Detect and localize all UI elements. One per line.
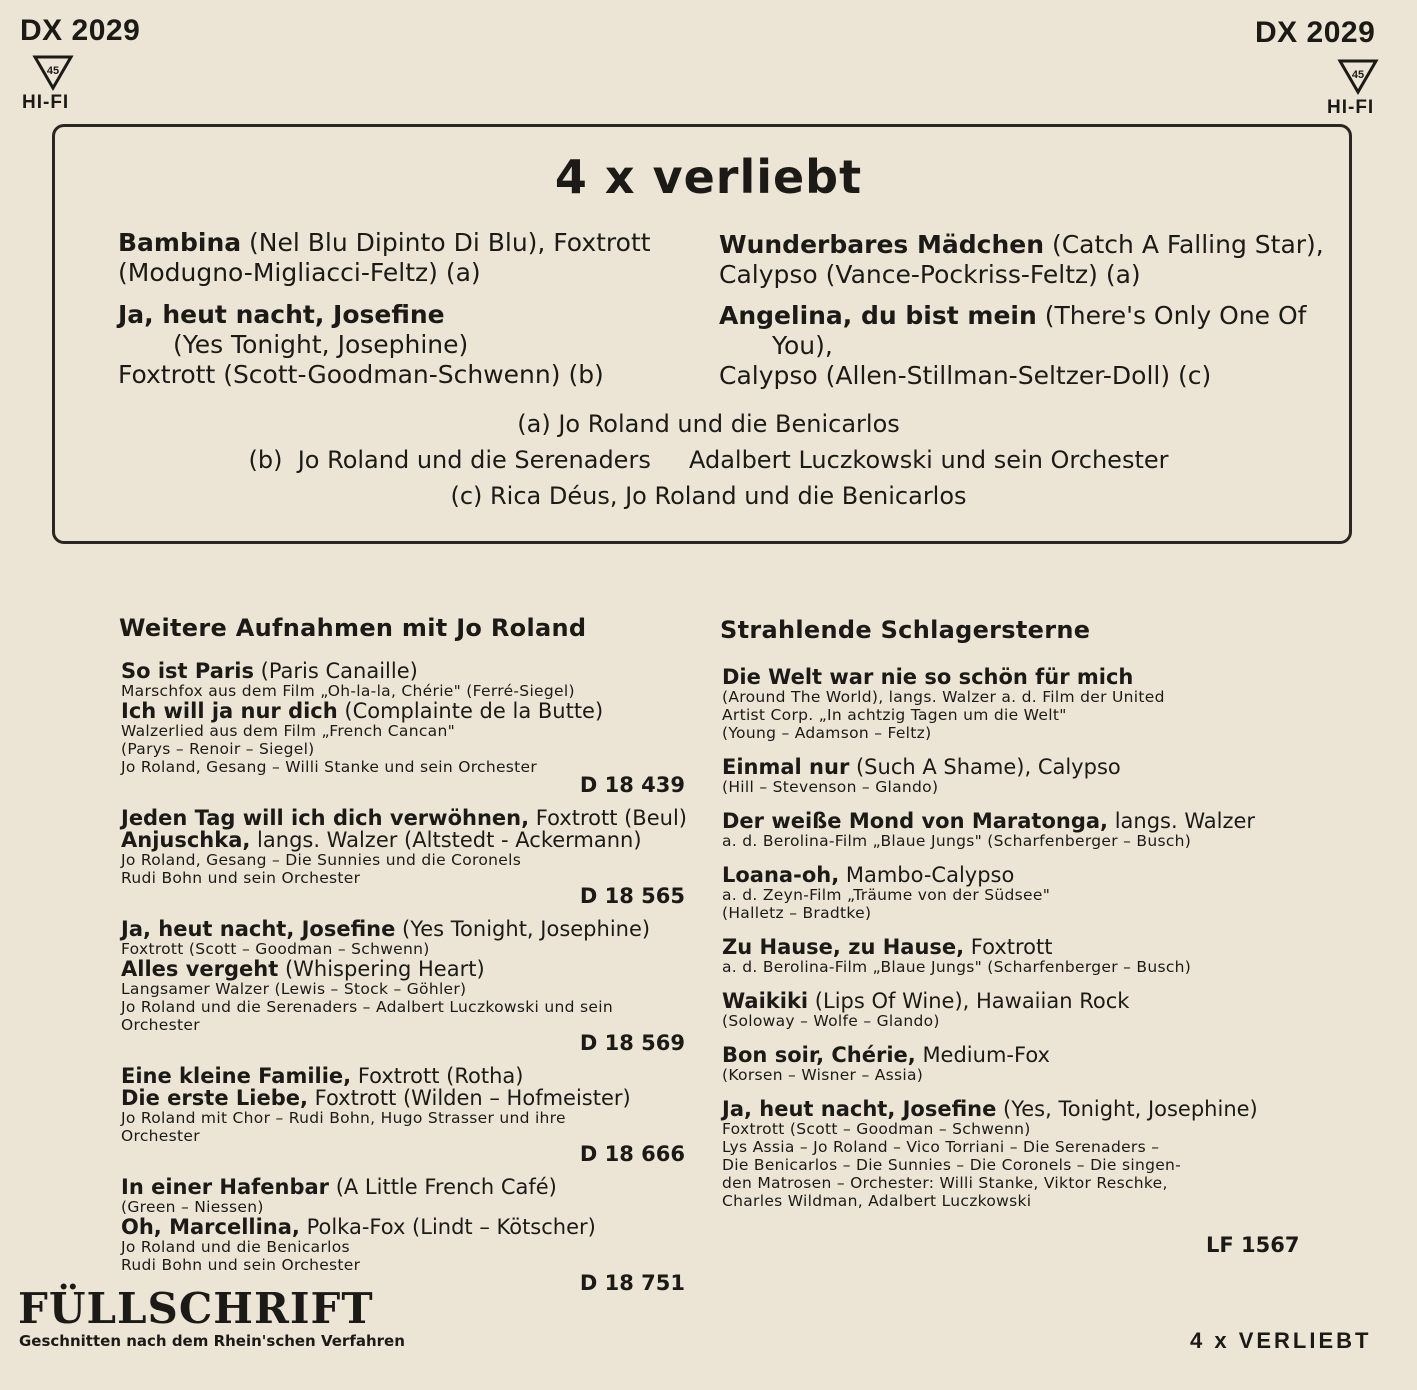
track-title: Ja, heut nacht, Josefine bbox=[722, 1097, 997, 1121]
track-detail: (Korsen – Wisner – Assia) bbox=[722, 1066, 924, 1084]
track-title: Der weiße Mond von Maratonga, bbox=[722, 809, 1109, 833]
catalog-number-right: DX 2029 bbox=[1255, 16, 1376, 49]
track-title-line bbox=[121, 1176, 685, 1198]
right-entries-list bbox=[722, 666, 1288, 1224]
track-detail: Lys Assia – Jo Roland – Vico Torriani – Die Serenaders – bbox=[722, 1138, 1160, 1156]
track-title-line bbox=[722, 1098, 1288, 1120]
song-a2 bbox=[118, 300, 604, 390]
credit-a: (a) Jo Roland und die Benicarlos bbox=[517, 410, 900, 438]
left-records-list bbox=[121, 660, 685, 1305]
track-title-line bbox=[121, 700, 685, 722]
track-detail: (Green – Niessen) bbox=[121, 1198, 264, 1216]
record-number: D 18 569 bbox=[579, 1031, 685, 1055]
track-detail: Orchester bbox=[121, 1127, 200, 1145]
track-detail: (Around The World), langs. Walzer a. d. Film der United bbox=[722, 688, 1165, 706]
track-detail: Marschfox aus dem Film „Oh-la-la, Chérie" (Ferré-Siegel) bbox=[121, 682, 575, 700]
track-detail: (Halletz – Bradtke) bbox=[722, 904, 872, 922]
song-entry bbox=[722, 666, 1288, 742]
track-info: (Complainte de la Butte) bbox=[337, 699, 604, 723]
record-entry bbox=[121, 1065, 685, 1165]
track-detail: Artist Corp. „In achtzig Tagen um die Welt" bbox=[722, 706, 1067, 724]
speed-label-left: 45 bbox=[46, 65, 60, 77]
track-detail: Foxtrott (Scott – Goodman – Schwenn) bbox=[121, 940, 430, 958]
song-title: Wunderbares Mädchen bbox=[719, 230, 1044, 259]
track-detail: a. d. Berolina-Film „Blaue Jungs" (Scharfenberger – Busch) bbox=[722, 832, 1192, 850]
record-entry bbox=[121, 807, 685, 907]
credit-c: (c) Rica Déus, Jo Roland und die Benicarlos bbox=[450, 482, 967, 510]
track-title: Oh, Marcellina, bbox=[121, 1215, 300, 1239]
song-title: Ja, heut nacht, Josefine bbox=[118, 300, 445, 329]
track-title-line bbox=[121, 1065, 685, 1087]
track-title-line bbox=[121, 660, 685, 682]
record-number: D 18 439 bbox=[579, 773, 685, 797]
track-detail: (Hill – Stevenson – Glando) bbox=[722, 778, 939, 796]
record-number: D 18 565 bbox=[579, 884, 685, 908]
track-title: Die erste Liebe, bbox=[121, 1086, 308, 1110]
speed-45-icon bbox=[32, 54, 74, 92]
track-title: Jeden Tag will ich dich verwöhnen, bbox=[121, 806, 530, 830]
song-entry bbox=[722, 936, 1288, 976]
record-entry bbox=[121, 918, 685, 1054]
record-entry bbox=[121, 660, 685, 796]
track-title-line bbox=[722, 990, 1288, 1012]
track-title: Ich will ja nur dich bbox=[121, 699, 338, 723]
song-info: (Catch A Falling Star), bbox=[1044, 230, 1324, 259]
track-title: Bon soir, Chérie, bbox=[722, 1043, 916, 1067]
track-title: So ist Paris bbox=[121, 659, 254, 683]
track-title: Waikiki bbox=[722, 989, 809, 1013]
track-detail: Die Benicarlos – Die Sunnies – Die Coronels – Die singen- bbox=[722, 1156, 1182, 1174]
track-info: (Such A Shame), Calypso bbox=[849, 755, 1121, 779]
track-info: langs. Walzer bbox=[1108, 809, 1256, 833]
track-detail: Orchester bbox=[121, 1016, 200, 1034]
track-title-line bbox=[722, 936, 1288, 958]
credit-b: (b) Jo Roland und die Serenaders Adalbert Luczkowski und sein Orchester bbox=[248, 446, 1169, 474]
track-info: (Lips Of Wine), Hawaiian Rock bbox=[808, 989, 1130, 1013]
track-title: Einmal nur bbox=[722, 755, 850, 779]
record-entry bbox=[121, 1176, 685, 1294]
left-section-heading: Weitere Aufnahmen mit Jo Roland bbox=[119, 614, 587, 642]
track-info: langs. Walzer (Altstedt - Ackermann) bbox=[250, 828, 642, 852]
speed-45-icon bbox=[1337, 58, 1379, 96]
track-detail: (Young – Adamson – Feltz) bbox=[722, 724, 932, 742]
album-title: 4 x verliebt bbox=[554, 150, 863, 204]
track-title-line bbox=[722, 756, 1288, 778]
track-info: Polka-Fox (Lindt – Kötscher) bbox=[299, 1215, 596, 1239]
track-title: In einer Hafenbar bbox=[121, 1175, 330, 1199]
track-info: (Yes, Tonight, Josephine) bbox=[996, 1097, 1258, 1121]
track-title: Die Welt war nie so schön für mich bbox=[722, 665, 1134, 689]
track-title-line bbox=[722, 864, 1288, 886]
track-detail: Jo Roland mit Chor – Rudi Bohn, Hugo Strasser und ihre bbox=[121, 1109, 566, 1127]
brand-tagline: Geschnitten nach dem Rhein'schen Verfahren bbox=[19, 1332, 405, 1350]
track-info: (Paris Canaille) bbox=[253, 659, 418, 683]
song-info: (Nel Blu Dipinto Di Blu), Foxtrott bbox=[241, 228, 651, 257]
song-info-cont: You), bbox=[772, 331, 833, 360]
track-info: (A Little French Café) bbox=[329, 1175, 557, 1199]
track-info: (Whispering Heart) bbox=[278, 957, 485, 981]
track-detail: Jo Roland, Gesang – Die Sunnies und die Coronels bbox=[121, 851, 522, 869]
song-composers: (Modugno-Migliacci-Feltz) (a) bbox=[118, 258, 481, 287]
track-info: Mambo-Calypso bbox=[839, 863, 1015, 887]
track-detail: Charles Wildman, Adalbert Luczkowski bbox=[722, 1192, 1032, 1210]
track-info: Foxtrott (Beul) bbox=[529, 806, 687, 830]
song-info: (Yes Tonight, Josephine) bbox=[173, 330, 469, 359]
record-number: D 18 666 bbox=[579, 1142, 685, 1166]
track-title: Ja, heut nacht, Josefine bbox=[121, 917, 396, 941]
song-title: Angelina, du bist mein bbox=[719, 301, 1037, 330]
track-title-line bbox=[722, 666, 1288, 688]
record-number: LF 1567 bbox=[1206, 1233, 1300, 1257]
track-detail: Walzerlied aus dem Film „French Cancan" bbox=[121, 722, 455, 740]
track-detail: den Matrosen – Orchester: Willi Stanke, Viktor Reschke, bbox=[722, 1174, 1168, 1192]
track-title: Loana-oh, bbox=[722, 863, 840, 887]
track-title-line bbox=[121, 958, 685, 980]
track-title-line bbox=[121, 829, 685, 851]
song-composers: Calypso (Vance-Pockriss-Feltz) (a) bbox=[719, 260, 1141, 289]
song-b2 bbox=[719, 301, 1306, 391]
song-entry bbox=[722, 1044, 1288, 1084]
track-detail: a. d. Zeyn-Film „Träume von der Südsee" bbox=[722, 886, 1051, 904]
track-detail: (Soloway – Wolfe – Glando) bbox=[722, 1012, 940, 1030]
track-info: Foxtrott (Wilden – Hofmeister) bbox=[307, 1086, 631, 1110]
song-entry bbox=[722, 810, 1288, 850]
track-title-line bbox=[722, 810, 1288, 832]
track-detail: a. d. Berolina-Film „Blaue Jungs" (Scharfenberger – Busch) bbox=[722, 958, 1192, 976]
song-composers: Calypso (Allen-Stillman-Seltzer-Doll) (c) bbox=[719, 361, 1212, 390]
track-info: Foxtrott (Rotha) bbox=[351, 1064, 524, 1088]
track-title: Anjuschka, bbox=[121, 828, 251, 852]
song-b1 bbox=[719, 230, 1324, 290]
brand-logo: FÜLLSCHRIFT bbox=[18, 1284, 374, 1333]
track-detail: Foxtrott (Scott – Goodman – Schwenn) bbox=[722, 1120, 1031, 1138]
track-info: (Yes Tonight, Josephine) bbox=[395, 917, 651, 941]
song-entry bbox=[722, 1098, 1288, 1210]
hifi-label-right: HI-FI bbox=[1327, 97, 1375, 118]
song-title: Bambina bbox=[118, 228, 242, 257]
track-detail: Rudi Bohn und sein Orchester bbox=[121, 869, 361, 887]
track-detail: Rudi Bohn und sein Orchester bbox=[121, 1256, 361, 1274]
song-entry bbox=[722, 990, 1288, 1030]
track-detail: Jo Roland, Gesang – Willi Stanke und sein Orchester bbox=[121, 758, 538, 776]
track-detail: Jo Roland und die Serenaders – Adalbert Luczkowski und sein bbox=[121, 998, 613, 1016]
track-title-line bbox=[121, 807, 685, 829]
track-detail: Jo Roland und die Benicarlos bbox=[121, 1238, 350, 1256]
track-title-line bbox=[121, 918, 685, 940]
track-title: Zu Hause, zu Hause, bbox=[722, 935, 965, 959]
footer-title: 4 x VERLIEBT bbox=[1190, 1328, 1372, 1353]
track-detail: (Parys – Renoir – Siegel) bbox=[121, 740, 315, 758]
track-title-line bbox=[722, 1044, 1288, 1066]
track-title-line bbox=[121, 1216, 685, 1238]
hifi-label-left: HI-FI bbox=[22, 92, 70, 113]
song-entry bbox=[722, 864, 1288, 922]
track-title: Alles vergeht bbox=[121, 957, 279, 981]
track-info: Medium-Fox bbox=[915, 1043, 1050, 1067]
song-a1 bbox=[118, 228, 651, 288]
song-info: (There's Only One Of bbox=[1036, 301, 1307, 330]
track-detail: Langsamer Walzer (Lewis – Stock – Göhler) bbox=[121, 980, 467, 998]
track-info: Foxtrott bbox=[964, 935, 1053, 959]
catalog-number-left: DX 2029 bbox=[20, 14, 141, 47]
track-title: Eine kleine Familie, bbox=[121, 1064, 352, 1088]
record-number: D 18 751 bbox=[579, 1271, 685, 1295]
song-composers: Foxtrott (Scott-Goodman-Schwenn) (b) bbox=[118, 360, 604, 389]
song-entry bbox=[722, 756, 1288, 796]
track-title-line bbox=[121, 1087, 685, 1109]
right-section-heading: Strahlende Schlagersterne bbox=[720, 616, 1091, 644]
speed-label-right: 45 bbox=[1351, 69, 1365, 81]
